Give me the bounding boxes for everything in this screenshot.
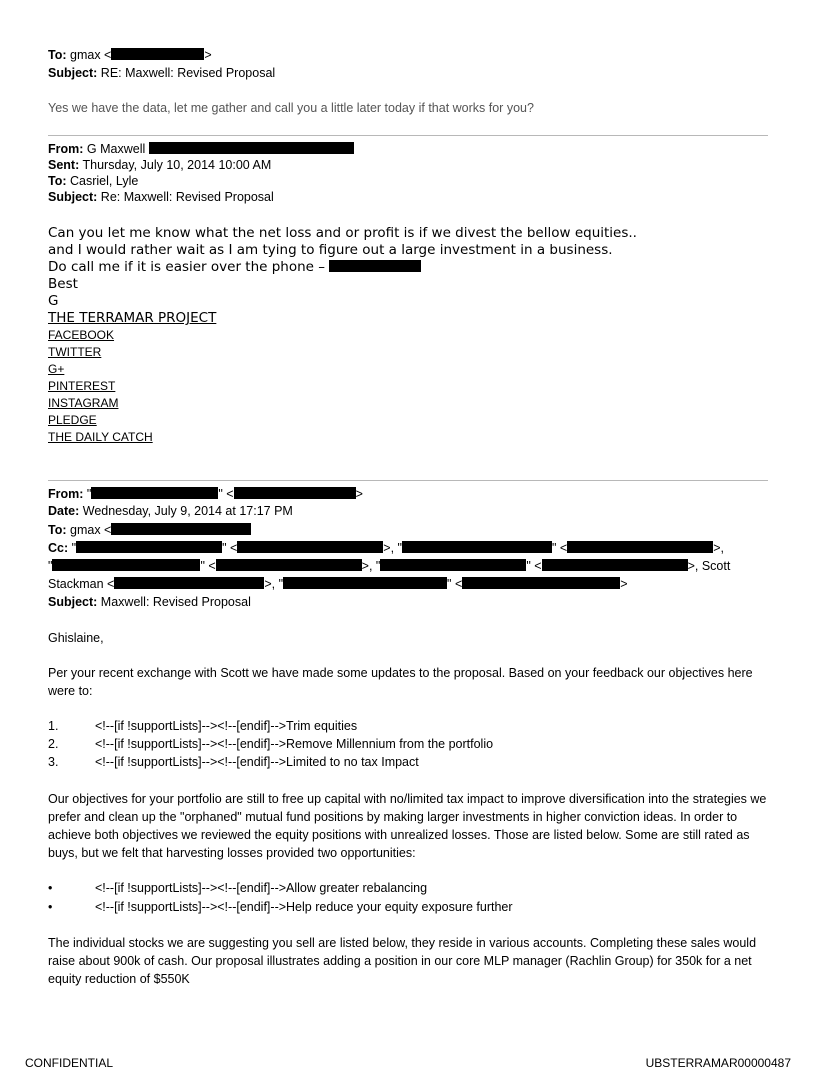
msg2-cc-line-3 [48, 577, 628, 592]
msg1-from-line [48, 142, 354, 157]
msg2-cc-line-2 [48, 559, 730, 574]
reply-to-line [48, 48, 212, 63]
redaction-block [216, 559, 362, 571]
separator: > [687, 559, 695, 573]
bullet-mark: • [48, 881, 53, 895]
facebook-link[interactable]: FACEBOOK [48, 328, 115, 342]
msg2-to-line [48, 523, 251, 538]
redaction-block [237, 541, 383, 553]
separator: " < [447, 577, 463, 591]
list-item: <!--[if !supportLists]--><!--[endif]-->Help reduce your equity exposure further [95, 900, 513, 914]
redaction-block [567, 541, 713, 553]
footer-confidential: CONFIDENTIAL [25, 1056, 114, 1070]
sign-off: Best [48, 276, 78, 292]
subject-label: Subject: [48, 190, 98, 204]
msg2-date-line [48, 504, 293, 519]
list-number: 2. [48, 737, 59, 751]
sign-initial: G [48, 293, 59, 309]
redaction-block [402, 541, 552, 553]
divider [48, 480, 768, 481]
quote-mark: " < [218, 487, 234, 501]
cc-label: Cc: [48, 541, 69, 555]
paragraph-3: The individual stocks we are suggesting you sell are listed below, they reside in various accounts. Completing these sales would raise about 900k of cash. Our proposal illustrates adding a position in our core MLP manager (Rachlin Group) for 350k for a net equity reduction of $550K [48, 936, 757, 986]
to-label: To: [48, 174, 67, 188]
redaction-block [111, 523, 251, 535]
google-plus-link[interactable]: G+ [48, 362, 65, 376]
to-label: To: [48, 523, 67, 537]
reply-subject-line [48, 66, 275, 81]
separator: " < [551, 541, 568, 555]
subject-label: Subject: [48, 595, 98, 609]
list-item: <!--[if !supportLists]--><!--[endif]-->Trim equities [95, 719, 358, 733]
quote-mark: " [48, 559, 53, 573]
date-label: Date: [48, 504, 80, 518]
msg1-to-line [48, 174, 138, 189]
list-number: 1. [48, 719, 59, 733]
to-value: gmax < [70, 523, 112, 537]
separator: >, [713, 541, 724, 555]
redaction-block [234, 487, 356, 499]
list-number: 3. [48, 755, 59, 769]
quote-mark: " [86, 487, 92, 501]
redaction-block [91, 487, 218, 499]
redaction-block [542, 559, 688, 571]
to-label: To: [48, 48, 67, 62]
twitter-link[interactable]: TWITTER [48, 345, 102, 359]
sent-label: Sent: [48, 158, 80, 172]
to-close: > [204, 48, 212, 62]
pledge-link[interactable]: PLEDGE [48, 413, 97, 427]
redaction-block [462, 577, 620, 589]
project-link[interactable]: THE TERRAMAR PROJECT [48, 310, 217, 326]
from-value: G Maxwell [86, 142, 146, 156]
msg1-subject-line [48, 190, 274, 205]
redaction-block [283, 577, 447, 589]
to-value: Casriel, Lyle [70, 174, 139, 188]
subject-value: RE: Maxwell: Revised Proposal [100, 66, 276, 80]
msg1-body-line-phone [48, 259, 421, 276]
from-label: From: [48, 142, 84, 156]
subject-label: Subject: [48, 66, 98, 80]
cc-stackman: Stackman < [48, 577, 115, 591]
date-value: Wednesday, July 9, 2014 at 17:17 PM [82, 504, 293, 518]
list-item: <!--[if !supportLists]--><!--[endif]-->Allow greater rebalancing [95, 881, 428, 895]
divider [48, 135, 768, 136]
footer-bates-number: UBSTERRAMAR00000487 [645, 1056, 791, 1070]
subject-value: Re: Maxwell: Revised Proposal [100, 190, 274, 204]
redaction-block [149, 142, 354, 154]
msg1-sent-line [48, 158, 271, 173]
list-item: <!--[if !supportLists]--><!--[endif]-->Remove Millennium from the portfolio [95, 737, 494, 751]
bullet-mark: • [48, 900, 53, 914]
redaction-block [111, 48, 204, 60]
msg2-from-line [48, 487, 363, 502]
paragraph-2: Our objectives for your portfolio are still to free up capital with no/limited tax impact to improve diversification into the strategies we prefer and clean up the "orphaned" mutual fund positions by making larger investments in higher conviction ideas. In order to achieve both objectives we reviewed the equity positions with unrealized losses. Those are listed below. Some are still rated as buys, but we felt that harvesting losses provided two opportunities: [48, 792, 767, 860]
phone-prompt: Do call me if it is easier over the phone – [48, 259, 326, 275]
redaction-block [329, 260, 421, 272]
sent-value: Thursday, July 10, 2014 10:00 AM [82, 158, 272, 172]
redaction-block [380, 559, 526, 571]
from-label: From: [48, 487, 84, 501]
separator: " < [222, 541, 238, 555]
separator: >, " [383, 541, 402, 555]
separator: >, " [361, 559, 381, 573]
separator: " < [200, 559, 216, 573]
separator: > [620, 577, 628, 591]
list-item: <!--[if !supportLists]--><!--[endif]-->Limited to no tax Impact [95, 755, 419, 769]
msg1-body-line: and I would rather wait as I am tying to figure out a large investment in a business. [48, 242, 613, 258]
reply-body: Yes we have the data, let me gather and call you a little later today if that works for you? [48, 101, 534, 115]
msg2-subject-line [48, 595, 251, 610]
msg1-body-line: Can you let me know what the net loss and or profit is if we divest the bellow equities.. [48, 225, 637, 241]
subject-value: Maxwell: Revised Proposal [100, 595, 251, 609]
cc-scott: , Scott [694, 559, 731, 573]
redaction-block [76, 541, 222, 553]
pinterest-link[interactable]: PINTEREST [48, 379, 116, 393]
quote-mark: " [71, 541, 77, 555]
redaction-block [52, 559, 200, 571]
angle-close: > [355, 487, 363, 501]
paragraph-1: Per your recent exchange with Scott we have made some updates to the proposal. Based on your feedback our objectives here were to: [48, 666, 753, 698]
greeting: Ghislaine, [48, 631, 104, 645]
separator: >, " [264, 577, 284, 591]
msg2-cc-line [48, 541, 724, 556]
daily-catch-link[interactable]: THE DAILY CATCH [48, 430, 153, 444]
separator: " < [526, 559, 542, 573]
redaction-block [114, 577, 264, 589]
to-value: gmax < [70, 48, 112, 62]
instagram-link[interactable]: INSTAGRAM [48, 396, 119, 410]
